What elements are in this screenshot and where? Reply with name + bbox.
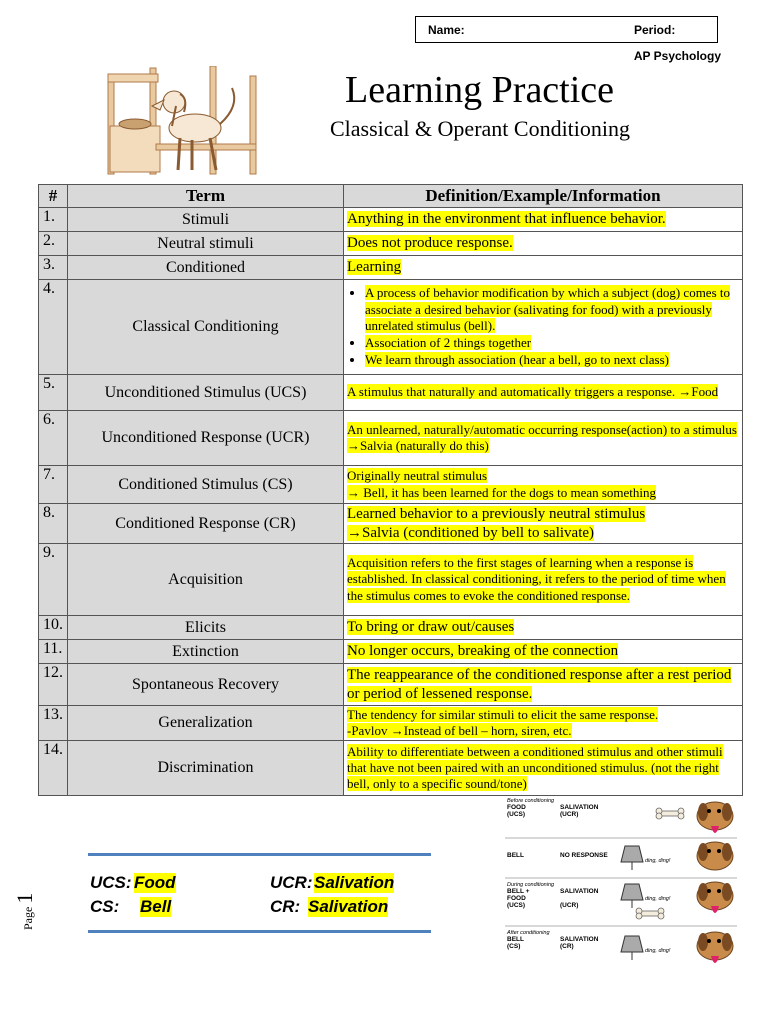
- row-term: Unconditioned Response (UCR): [68, 411, 344, 466]
- definition-text: Anything in the environment that influence behavior.: [347, 211, 666, 228]
- page-label: Page: [21, 906, 35, 930]
- cr-value: Salivation: [308, 897, 389, 916]
- row-definition: An unlearned, naturally/automatic occurring response(action) to a stimulus →Salvia (naturally do this): [344, 411, 743, 466]
- ding-label: ding, ding!: [645, 948, 671, 954]
- definition-text: Learning: [347, 259, 402, 276]
- row-term: Unconditioned Stimulus (UCS): [68, 375, 344, 411]
- row-definition: [344, 280, 743, 375]
- row-term: Elicits: [68, 616, 344, 640]
- table-row: [39, 375, 743, 411]
- row-definition: [344, 232, 743, 256]
- bell-icon: [621, 884, 643, 908]
- row-definition: The tendency for similar stimuli to elicit the same response. -Pavlov →Instead of bell – horn, siren, etc.: [344, 706, 743, 741]
- dog-icon: [697, 882, 733, 913]
- dog-icon: [697, 932, 733, 963]
- table-row: [39, 208, 743, 232]
- table-row: [39, 256, 743, 280]
- bell-icon: [621, 936, 643, 960]
- cr-label: CR:: [270, 897, 301, 916]
- conditioning-diagram: [505, 796, 743, 981]
- cs-value: Bell: [140, 897, 172, 916]
- row-number: 7.: [39, 466, 68, 504]
- ucs-value: Food: [134, 873, 176, 892]
- row-term: Generalization: [68, 706, 344, 741]
- bell-cs-label: BELL (CS): [507, 936, 524, 950]
- ucr-label: (UCR): [560, 902, 579, 909]
- row-definition: [344, 208, 743, 232]
- food-ucs-label: FOOD (UCS): [507, 804, 526, 818]
- row-number: 11.: [39, 640, 68, 664]
- row-number: 3.: [39, 256, 68, 280]
- row-definition: No longer occurs, breaking of the connection: [344, 640, 743, 664]
- row-number: 12.: [39, 664, 68, 706]
- row-number: 4.: [39, 280, 68, 375]
- header-number: #: [39, 185, 68, 208]
- dog-icon: [697, 802, 733, 833]
- row-number: 2.: [39, 232, 68, 256]
- table-row: [39, 411, 743, 466]
- row-term: Conditioned: [68, 256, 344, 280]
- before-conditioning-label: Before conditioning: [507, 798, 555, 804]
- salivation-ucr-label: SALIVATION (UCR): [560, 804, 599, 818]
- name-period-box: [415, 16, 718, 43]
- row-term: Classical Conditioning: [68, 280, 344, 375]
- row-term: Stimuli: [68, 208, 344, 232]
- during-conditioning-label: During conditioning: [507, 882, 555, 888]
- list-item: • A process of behavior modification by which a subject (dog) comes to associate a desired behavior (salivating for food) with a previously unrelated stimulus (bell).: [365, 285, 739, 334]
- row-definition: Originally neutral stimulus → Bell, it has been learned for the dogs to mean something: [344, 466, 743, 504]
- row-number: 1.: [39, 208, 68, 232]
- course-name: AP Psychology: [633, 49, 721, 63]
- row-number: 13.: [39, 706, 68, 741]
- row-definition: The reappearance of the conditioned response after a rest period or period of lessened response.: [344, 664, 743, 706]
- ucr-label: UCR:: [270, 873, 313, 892]
- ucr-value: Salivation: [314, 873, 395, 892]
- row-term: Spontaneous Recovery: [68, 664, 344, 706]
- row-number: 5.: [39, 375, 68, 411]
- salivation-label: SALIVATION: [560, 888, 599, 895]
- row-number: 14.: [39, 741, 68, 796]
- row-definition: Ability to differentiate between a conditioned stimulus and other stimuli that have not been paired with an unconditioned stimulus. (not the right bell, only to a specific sound/tone): [344, 741, 743, 796]
- row-definition: Learned behavior to a previously neutral stimulus →Salvia (conditioned by bell to salivate): [344, 504, 743, 544]
- row-term: Conditioned Stimulus (CS): [68, 466, 344, 504]
- header-definition: Definition/Example/Information: [344, 185, 743, 208]
- table-row: [39, 544, 743, 616]
- diagram-graphics: [505, 796, 743, 981]
- page-number: [12, 893, 38, 930]
- header-term: Term: [68, 185, 344, 208]
- pavlov-dog-illustration: [100, 66, 270, 176]
- row-term: Extinction: [68, 640, 344, 664]
- list-item: • We learn through association (hear a bell, go to next class): [365, 352, 739, 368]
- bell-label: BELL: [507, 852, 524, 859]
- table-row: [39, 232, 743, 256]
- table-row: [39, 280, 743, 375]
- ding-label: ding, ding!: [645, 896, 671, 902]
- page-title: Learning Practice: [345, 69, 615, 111]
- ucs-label: UCS:: [90, 873, 132, 892]
- row-number: 8.: [39, 504, 68, 544]
- salivation-cr-label: SALIVATION (CR): [560, 936, 599, 950]
- page-number-value: 1: [12, 892, 37, 904]
- table-row: [39, 616, 743, 640]
- table-row: [39, 640, 743, 664]
- row-term: Conditioned Response (CR): [68, 504, 344, 544]
- page-subtitle: Classical & Operant Conditioning: [330, 116, 631, 141]
- table-row: [39, 466, 743, 504]
- table-row: [39, 664, 743, 706]
- name-label: Name:: [428, 23, 465, 37]
- row-number: 10.: [39, 616, 68, 640]
- bell-icon: [621, 846, 643, 870]
- after-conditioning-label: After conditioning: [507, 930, 550, 936]
- no-response-label: NO RESPONSE: [560, 852, 608, 859]
- bell-food-ucs-label: BELL + FOOD (UCS): [507, 888, 530, 909]
- table-header-row: [39, 185, 743, 208]
- summary-box: [88, 853, 431, 933]
- cs-label: CS:: [90, 897, 120, 916]
- list-item: • Association of 2 things together: [365, 335, 739, 351]
- row-term: Discrimination: [68, 741, 344, 796]
- ding-label: ding, ding!: [645, 858, 671, 864]
- table-row: [39, 504, 743, 544]
- row-definition: Acquisition refers to the first stages of learning when a response is established. In classical conditioning, it refers to the period of time when the stimulus comes to evoke the conditioned response.: [344, 544, 743, 616]
- row-definition: A stimulus that naturally and automatically triggers a response. →Food: [344, 375, 743, 411]
- terms-table: [38, 184, 743, 796]
- row-number: 9.: [39, 544, 68, 616]
- table-row: [39, 706, 743, 741]
- dog-icon: [697, 842, 733, 870]
- table-row: [39, 741, 743, 796]
- row-definition: To bring or draw out/causes: [344, 616, 743, 640]
- definition-text: Does not produce response.: [347, 235, 513, 252]
- row-number: 6.: [39, 411, 68, 466]
- row-term: Acquisition: [68, 544, 344, 616]
- period-label: Period:: [634, 23, 676, 37]
- row-definition: [344, 256, 743, 280]
- row-term: Neutral stimuli: [68, 232, 344, 256]
